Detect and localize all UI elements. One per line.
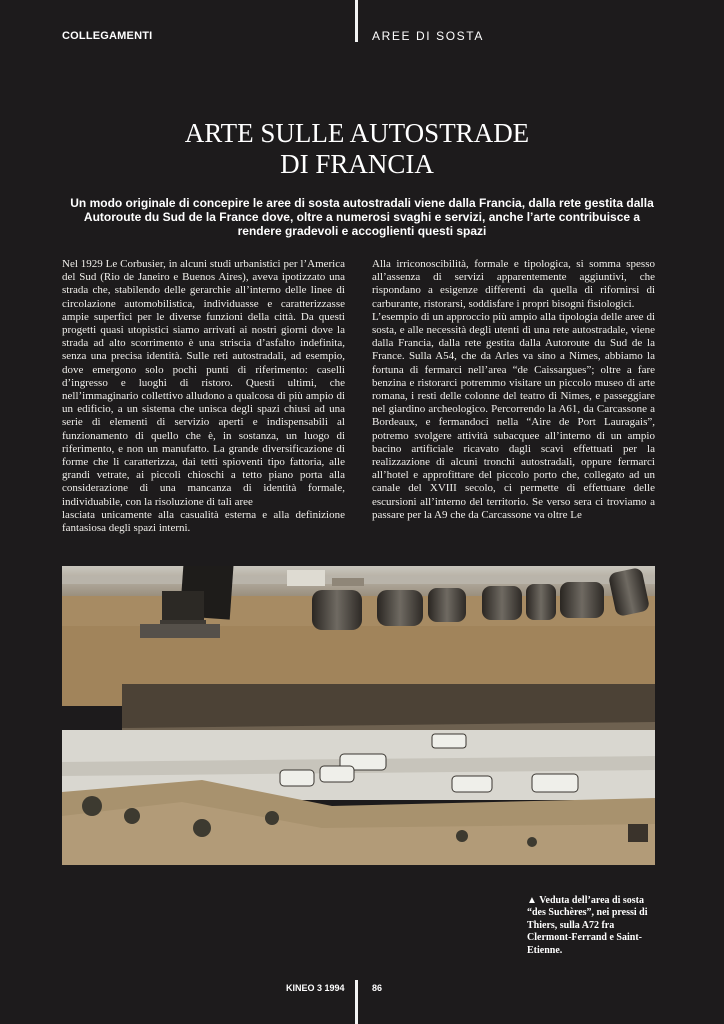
title-line-2: DI FRANCIA <box>280 149 434 179</box>
article-title <box>62 118 652 180</box>
column-left-text: Nel 1929 Le Corbusier, in alcuni studi urbanistici per l’America del Sud (Rio de Janeiro e Buenos Aires), aveva ipotizzato una strada che, stabilendo delle gerarchie all’interno delle linee di circolazione automobilistica, individuasse e caratterizzasse ampie superfici per le diverse funzioni della città. Da questi progetti quasi utopistici siamo arrivati ai nostri giorni dove la strada ad alto scorrimento è una striscia d’asfalto indefinita, senza una precisa identità. Sulle reti autostradali, ad esempio, dove emergono solo pochi punti di riferimento: caselli d’ingresso e luoghi di ristoro. Questi ultimi, che nell’immaginario collettivo alludono a qualcosa di più ampio di un edificio, a un sistema che unisca degli spazi chiusi ad una serie di elementi di servizio aperti e indispensabili al funzionamento di quello che è, in sostanza, un luogo di riferimento, e non un manufatto. La grande diversificazione di forme che li caratterizza, dai tetti spioventi tipo fattoria, alle grandi vetrate, ai piccoli chioschi a tetto piano porta alla considerazione di una mancanza di identità formale, individuabile, con la risoluzione di tali aree <box>62 258 345 508</box>
category-label: AREE DI SOSTA <box>372 29 484 43</box>
title-line-1: ARTE SULLE AUTOSTRADE <box>184 118 530 148</box>
column-left-tail: lasciata unicamente alla casualità esterna e alla definizione fantasiosa degli spazi interni. <box>62 508 345 535</box>
article-subtitle: Un modo originale di concepire le aree di sosta autostradali viene dalla Francia, dalla rete gestita dalla Autoroute du Sud de la France dove, oltre a numerosi svaghi e servizi, anche l’arte contribuisce a rendere gradevoli e accoglienti questi spazi <box>70 196 654 238</box>
rest-area-photo <box>62 566 655 865</box>
section-label: COLLEGAMENTI <box>62 30 153 42</box>
caption-text: Veduta dell’area di sosta “des Suchères”, nei pressi di Thiers, sulla A72 fra Clermont-Ferrand e Saint-Etienne. <box>527 895 648 956</box>
column-right-paragraph-1: Alla irriconoscibilità, formale e tipologica, si somma spesso all’assenza di servizi apparentemente aggiuntivi, che rispondano a esigenze differenti da quella di rifornirsi di carburante, ristorarsi, soddisfare i propri bisogni fisiologici. <box>372 258 655 310</box>
article-column-right <box>372 258 655 548</box>
magazine-issue: KINEO 3 1994 <box>286 983 345 993</box>
footer-divider <box>355 980 358 1024</box>
column-right-paragraph-2: L’esempio di un approccio più ampio alla tipologia delle aree di sosta, e alle necessità degli utenti di una rete autostradale, viene dalla Francia, dalla rete gestita dalla Autoroute du Sud de la France. Sulla A54, che da Arles va sino a Nimes, abbiamo la fortuna di fermarci nell’area “de Caissargues”; oltre a fare benzina e ristorarci potremmo visitare un piccolo museo di arte romana, i resti delle colonne del teatro di Nimes, e passeggiare nel giardino archeologico. Percorrendo la A61, da Carcassone a Bordeaux, e fermandoci nella “Aire de Port Lauragais”, potremo svolgere attività subacquee all’interno di un ampio bacino artificiale ricavato dagli scavi effettuati per la realizzazione di alcuni tronchi autostradali, oppure fermarci all’hotel e approfittare del piccolo porto che, collegato ad un canale del XVIII secolo, ci permette di effettuare delle escursioni all’interno del territorio. Se verso sera ci troviamo a passare per la A9 che da Carcassone va oltre Le <box>372 310 655 521</box>
page-number: 86 <box>372 983 383 993</box>
caption-triangle-icon: ▲ <box>527 895 537 906</box>
article-column-left <box>62 258 345 560</box>
photo-caption <box>527 895 659 957</box>
header-divider <box>355 0 358 42</box>
